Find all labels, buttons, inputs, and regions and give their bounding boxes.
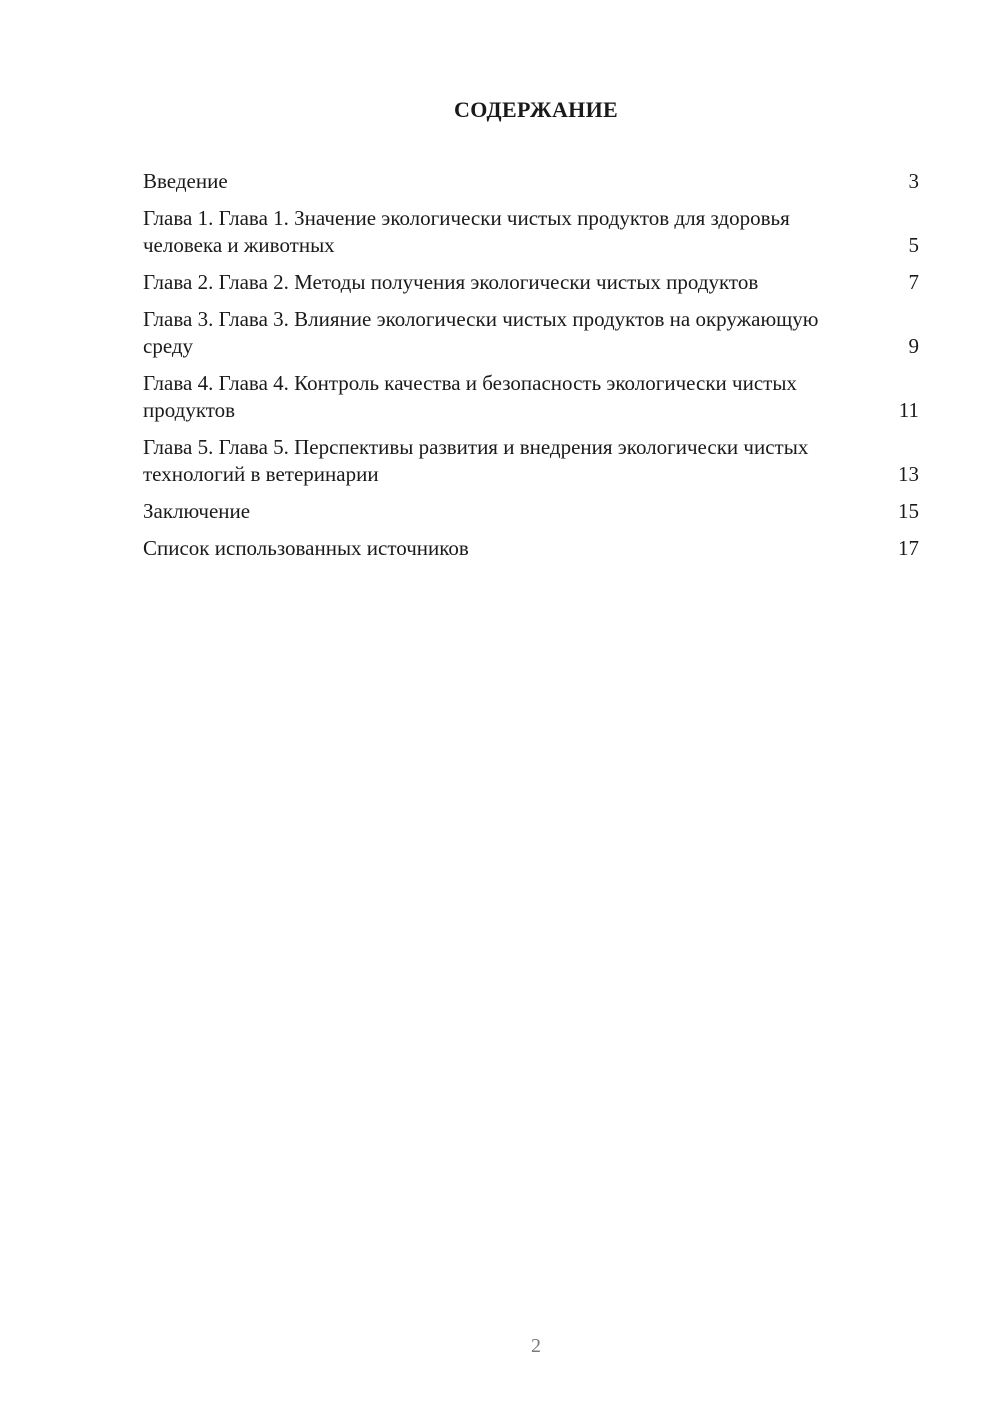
toc-entry-page: 7 [908,270,919,294]
toc-entry-text: Глава 2. Глава 2. Методы получения экологически чистых продуктов [143,270,759,294]
toc-entry-text: Введение [143,169,228,193]
toc-entry-chapter-3[interactable] [143,306,919,360]
toc-entry-conclusion[interactable] [143,498,919,525]
toc-entry-text: Глава 4. Глава 4. Контроль качества и безопасность экологически чистых продуктов [143,371,797,422]
toc-entry-chapter-2[interactable] [143,269,919,296]
toc-entry-page: 11 [898,398,919,422]
toc-entry-text: Глава 5. Глава 5. Перспективы развития и внедрения экологически чистых технологий в ветеринарии [143,435,809,486]
page-number: 2 [531,1335,541,1357]
toc-entry-page: 15 [898,499,919,523]
toc-entry-text: Глава 1. Глава 1. Значение экологически чистых продуктов для здоровья человека и животных [143,206,790,257]
toc-entry-page: 13 [898,462,919,486]
toc-entry-chapter-5[interactable] [143,434,919,488]
toc-entry-text: Заключение [143,499,251,523]
toc-entry-page: 17 [898,536,919,560]
toc-entry-references[interactable] [143,535,919,562]
toc-entry-page: 3 [908,169,919,193]
toc-entry-text: Глава 3. Глава 3. Влияние экологически чистых продуктов на окружающую среду [143,307,819,358]
toc-entry-introduction[interactable] [143,168,919,195]
toc-entry-chapter-4[interactable] [143,370,919,424]
table-of-contents [143,168,919,572]
toc-title: СОДЕРЖАНИЕ [454,97,618,122]
toc-entry-page: 5 [908,233,919,257]
toc-entry-text: Список использованных источников [143,536,469,560]
toc-entry-chapter-1[interactable] [143,205,919,259]
toc-entry-page: 9 [908,334,919,358]
